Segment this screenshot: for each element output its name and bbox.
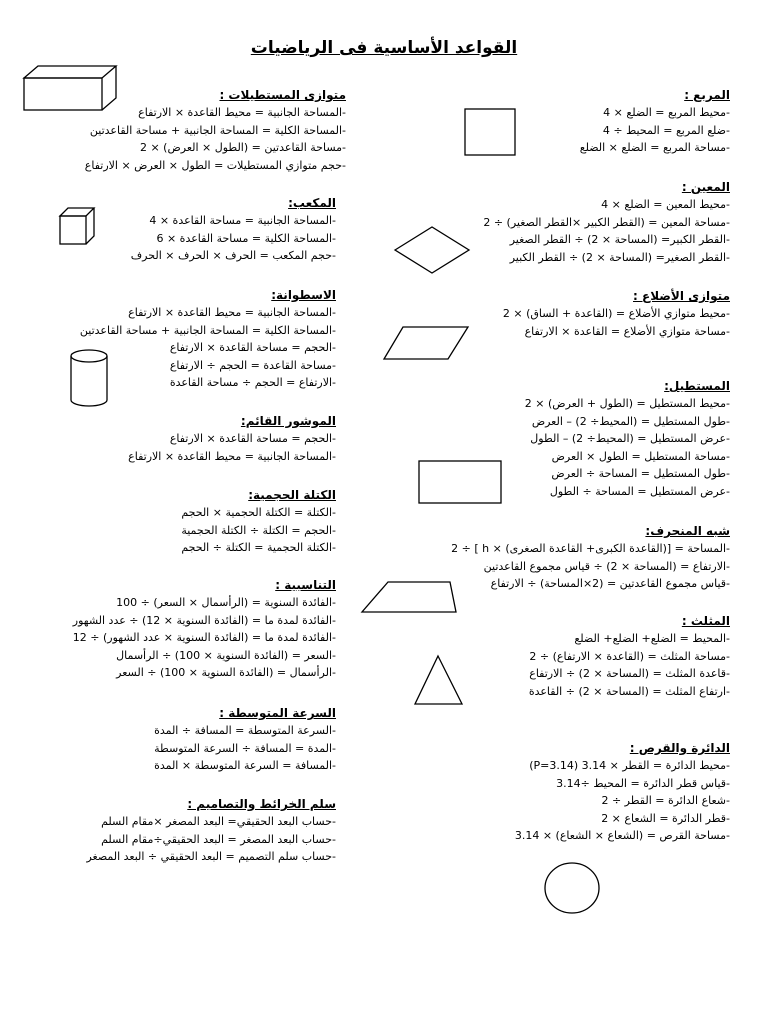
- formula-line: -المساحة = [(القاعدة الكبرى+ القاعدة الصغرى) × h ] ÷ 2: [451, 542, 730, 555]
- section-speed: [154, 706, 336, 775]
- section-circle: [515, 741, 730, 845]
- parallelogram-shape-icon: [383, 325, 469, 361]
- formula-line: -الارتفاع = الحجم ÷ مساحة القاعدة: [169, 376, 336, 390]
- formula-line: -محيط المربع = الضلع × 4: [603, 106, 730, 119]
- section-heading: المعين :: [681, 180, 730, 194]
- section-heading: المثلث :: [681, 614, 730, 628]
- formula-line: -المساحة الجانبية = محيط القاعدة × الارتفاع: [138, 106, 346, 119]
- formula-line: -الفائدة لمدة ما = (الفائدة السنوية × عدد الشهور) ÷ 12: [72, 631, 336, 645]
- page-title: القواعد الأساسية فى الرياضيات: [250, 38, 518, 58]
- section-heading: السرعة المتوسطة :: [219, 706, 336, 720]
- circle-shape-icon: [543, 861, 601, 915]
- formula-line: -قياس مجموع القاعدتين = (2×المساحة) ÷ الارتفاع: [490, 577, 730, 591]
- formula-line: -السرعة المتوسطة = المسافة ÷ المدة: [154, 724, 336, 737]
- formula-line: -ارتفاع المثلث = (المساحة × 2) ÷ القاعدة: [528, 684, 730, 698]
- formula-line: -الحجم = مساحة القاعدة × الارتفاع: [169, 341, 336, 355]
- formula-line: -عرض المستطيل = المساحة ÷ الطول: [549, 484, 730, 498]
- formula-line: -قاعدة المثلث = (المساحة × 2) ÷ الارتفاع: [529, 667, 730, 681]
- formula-line: -محيط المستطيل = (الطول + العرض) × 2: [524, 397, 730, 410]
- formula-line: -مساحة القاعدتين = (الطول × العرض) × 2: [139, 141, 346, 155]
- formula-line: -المساحة الجانبية = محيط القاعدة × الارتفاع: [128, 306, 336, 319]
- section-heading: الكتلة الحجمية:: [248, 488, 336, 502]
- section-prism: [128, 414, 336, 465]
- section-parallelogram: [503, 289, 730, 340]
- formula-line: -ضلع المربع = المحيط ÷ 4: [602, 123, 730, 137]
- section-scale: [86, 797, 336, 866]
- section-heading: متوازى المستطيلات :: [219, 88, 346, 102]
- square-shape-icon: [464, 108, 516, 158]
- section-heading: متوازى الأضلاع :: [633, 289, 730, 303]
- formula-line: -مساحة القرص = (الشعاع × الشعاع) × 3.14: [514, 829, 730, 843]
- formula-line: -طول المستطيل = المساحة ÷ العرض: [551, 467, 730, 481]
- formula-line: -الكتلة الحجمية = الكتلة ÷ الحجم: [181, 541, 336, 555]
- formula-line: -مساحة القاعدة = الحجم ÷ الارتفاع: [169, 358, 336, 372]
- formula-line: -المساحة الجانبية = مساحة القاعدة × 4: [149, 214, 336, 227]
- section-heading: التناسبية :: [275, 578, 336, 592]
- formula-line: -حساب البعد الحقيقي= البعد المصغر ×مقام السلم: [101, 815, 336, 828]
- formula-line: -قطر الدائرة = الشعاع × 2: [601, 811, 730, 825]
- triangle-shape-icon: [414, 654, 464, 706]
- formula-line: -عرض المستطيل = (المحيط÷ 2) – الطول: [530, 432, 730, 446]
- formula-line: -المسافة = السرعة المتوسطة × المدة: [154, 759, 336, 773]
- section-heading: المربع :: [684, 88, 730, 102]
- section-heading: المكعب:: [288, 196, 336, 210]
- section-proportion: [73, 578, 336, 682]
- formula-line: -قياس قطر الدائرة = المحيط ÷3.14: [556, 776, 730, 790]
- formula-line: -السعر = (الفائدة السنوية × 100) ÷ الرأسمال: [116, 648, 336, 662]
- section-cube: [131, 196, 336, 265]
- section-heading: شبه المنحرف:: [645, 524, 730, 538]
- cuboid-shape-icon: [22, 64, 118, 112]
- section-cylinder: [80, 288, 336, 392]
- section-heading: سلم الخرائط والتصاميم :: [187, 797, 336, 811]
- formula-line: -الارتفاع = (المساحة × 2) ÷ قياس مجموع القاعدتين: [483, 559, 730, 573]
- formula-line: -الحجم = الكتلة ÷ الكتلة الحجمية: [181, 523, 336, 537]
- formula-line: -مساحة المثلث = (القاعدة × الارتفاع) ÷ 2: [529, 649, 730, 663]
- formula-line: -المحيط = الضلع+ الضلع+ الضلع: [574, 632, 730, 645]
- cylinder-shape-icon: [68, 348, 110, 408]
- rectangle-shape-icon: [418, 460, 504, 506]
- formula-line: -محيط متوازي الأضلاع = (القاعدة + الساق) × 2: [502, 307, 730, 320]
- formula-line: -حساب سلم التصميم = البعد الحقيقي ÷ البعد المصغر: [86, 850, 336, 864]
- trapezoid-shape-icon: [360, 580, 458, 614]
- formula-line: -الحجم = مساحة القاعدة × الارتفاع: [169, 432, 336, 445]
- formula-line: -المساحة الكلية = المساحة الجانبية + مساحة القاعدتين: [79, 323, 336, 337]
- formula-line: -الرأسمال = (الفائدة السنوية × 100) ÷ السعر: [116, 666, 336, 680]
- section-cuboid: [85, 88, 346, 174]
- formula-line: -الكتلة = الكتلة الحجمية × الحجم: [181, 506, 336, 519]
- formula-line: -مساحة متوازي الأضلاع = القاعدة × الارتفاع: [524, 324, 730, 338]
- formula-line: -مساحة المستطيل = الطول × العرض: [551, 449, 730, 463]
- formula-line: -مساحة المعين = (القطر الكبير ×القطر الصغير) ÷ 2: [483, 215, 730, 229]
- rhombus-shape-icon: [394, 226, 470, 274]
- formula-line: -محيط المعين = الضلع × 4: [601, 198, 730, 211]
- section-square: [580, 88, 730, 157]
- formula-line: -المساحة الكلية = المساحة الجانبية + مساحة القاعدتين: [89, 123, 346, 137]
- section-heading: الاسطوانة:: [271, 288, 336, 302]
- formula-line: -حجم المكعب = الحرف × الحرف × الحرف: [130, 249, 336, 263]
- formula-line: -المساحة الجانبية = محيط القاعدة × الارتفاع: [128, 449, 336, 463]
- section-heading: الموشور القائم:: [240, 414, 336, 428]
- section-heading: المستطيل:: [664, 379, 730, 393]
- formula-line: -طول المستطيل = (المحيط÷ 2) – العرض: [531, 414, 730, 428]
- section-trapezoid: [451, 524, 730, 593]
- cube-shape-icon: [58, 206, 98, 246]
- section-rhombus: [483, 180, 730, 266]
- formula-line: -مساحة المربع = الضلع × الضلع: [579, 141, 730, 155]
- formula-line: -حساب البعد المصغر = البعد الحقيقي÷مقام السلم: [101, 832, 336, 846]
- formula-line: -حجم متوازي المستطيلات = الطول × العرض × الارتفاع: [84, 158, 346, 172]
- formula-line: -المساحة الكلية = مساحة القاعدة × 6: [156, 231, 336, 245]
- formula-line: -الفائدة السنوية = (الرأسمال × السعر) ÷ 100: [116, 596, 336, 609]
- section-triangle: [529, 614, 730, 700]
- section-heading: الدائرة والقرص :: [629, 741, 730, 755]
- formula-line: -القطر الصغير= (المساحة × 2) ÷ القطر الكبير: [509, 250, 730, 264]
- formula-line: -الفائدة لمدة ما = (الفائدة السنوية × 12) ÷ عدد الشهور: [72, 613, 336, 627]
- section-density: [181, 488, 336, 557]
- formula-line: -المدة = المسافة ÷ السرعة المتوسطة: [154, 741, 336, 755]
- section-rectangle: [525, 379, 730, 501]
- formula-line: -القطر الكبير= (المساحة × 2) ÷ القطر الصغير: [509, 233, 730, 247]
- formula-line: -شعاع الدائرة = القطر ÷ 2: [601, 794, 730, 808]
- formula-line: -محيط الدائرة = القطر × 3.14 (P=3.14): [529, 759, 730, 772]
